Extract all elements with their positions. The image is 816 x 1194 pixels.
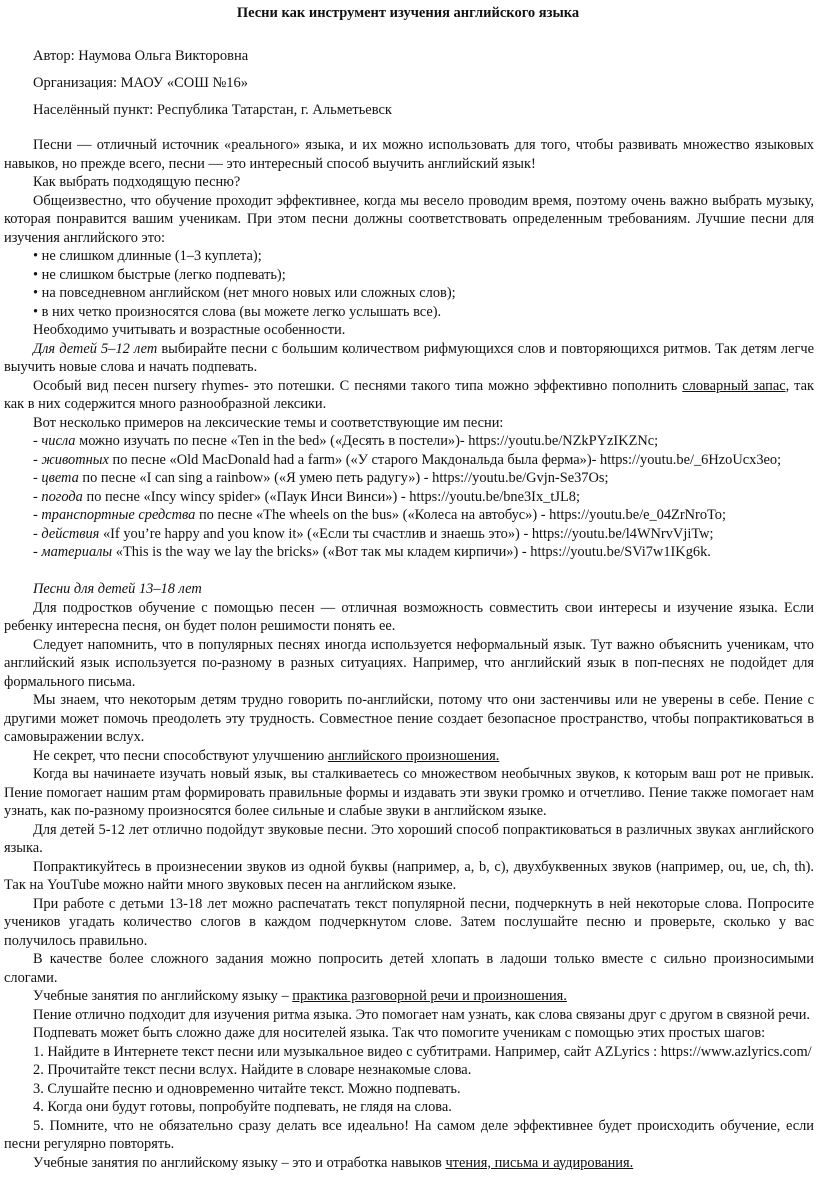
- pronunciation-text: Не секрет, что песни способствуют улучшению: [33, 747, 328, 764]
- example-item: [4, 432, 814, 451]
- example-item: [4, 543, 814, 562]
- skills-paragraph: [4, 1154, 814, 1173]
- kids-age-label: Для детей 5–12 лет: [33, 340, 158, 357]
- example-text: по песне «The wheels on the bus» («Колеса на автобус») - https://youtu.be/e_04ZrNroTo;: [195, 507, 727, 523]
- example-item: [4, 469, 814, 488]
- step-item: 3. Слушайте песню и одновременно читайте текст. Можно подпевать.: [33, 1080, 461, 1097]
- author-line: Автор: Наумова Ольга Викторовна: [33, 48, 249, 64]
- kids-paragraph: [4, 340, 814, 377]
- sounds-paragraph: Когда вы начинаете изучать новый язык, вы сталкиваетесь со множеством необычных звуков, к которым ваш рот не привык. Пение помогает нашим ртам формировать правильные формы и издавать эти звуки громко и отчетливо. Пение также помогает нам узнать, как по-разному произносятся более сильные и слабые звуки в английском языке.: [4, 766, 814, 819]
- example-topic: материалы: [41, 544, 113, 560]
- example-topic: транспортные средства: [41, 507, 196, 523]
- example-dash: -: [33, 507, 42, 523]
- nursery-text-end: так как в них содержится много разнообразной лексики.: [4, 377, 814, 412]
- intro-paragraph: Песни — отличный источник «реального» языка, и их можно использовать для того, чтобы развивать множество языковых навыков, но прежде всего, песни — это интересный способ выучить английский язык!: [4, 137, 814, 172]
- speaking-practice-text: Учебные занятия по английскому языку –: [33, 988, 293, 1004]
- step-item: 1. Найдите в Интернете текст песни или музыкальное видео с субтитрами. Например, сайт AZLyrics : https://www.azlyrics.com/: [33, 1043, 812, 1060]
- skills-link[interactable]: чтения, письма и аудирования.: [445, 1154, 634, 1171]
- syllables-paragraph: При работе с детьми 13-18 лет можно распечатать текст популярной песни, подчеркнуть в ней некоторые слова. Попросите учеников угадать количество слогов в каждом подчеркнутом слове. Затем послушайте песню и проверьте, сколько у вас получилось правильно.: [4, 895, 814, 949]
- bullet-item: • в них четко произносятся слова (вы можете легко услышать все).: [33, 303, 442, 320]
- example-text: по песне «Old MacDonald had a farm» («У старого Макдональда была ферма»)- https://youtu.be/_6HzoUcx3eo;: [108, 451, 782, 468]
- example-text: по песне «I can sing a rainbow» («Я умею петь радугу») - https://youtu.be/Gvjn-Se37Os;: [78, 470, 609, 486]
- pronunciation-paragraph: [4, 747, 814, 766]
- example-item: [4, 451, 814, 470]
- bullet-item: • на повседневном английском (нет много новых или сложных слов);: [33, 285, 456, 301]
- location-line: Населённый пункт: Республика Татарстан, г. Альметьевск: [33, 102, 392, 118]
- informal-language-paragraph: Следует напомнить, что в популярных песнях иногда используется неформальный язык. Тут важно объяснить ученикам, что английский язык используется по-разному в разных ситуациях. Например, что английский язык в поп-песнях не подойдет для формального письма.: [4, 636, 814, 690]
- pronunciation-link[interactable]: английского произношения.: [327, 747, 500, 764]
- example-item: [4, 488, 814, 507]
- practice-sounds-paragraph: Попрактикуйтесь в произнесении звуков из одной буквы (например, a, b, c), двухбуквенных звуков (например, ou, ue, ch, th). Так на YouTube можно найти много звуковых песен на английском языке.: [4, 858, 814, 893]
- kids-text: выбирайте песни с большим количеством рифмующихся слов и повторяющихся ритмов. Так детям легче выучить новые слова и начать подпевать.: [4, 340, 814, 375]
- example-topic: цвета: [41, 470, 79, 486]
- examples-intro: Вот несколько примеров на лексические темы и соответствующие им песни:: [33, 414, 504, 431]
- steps-intro: Подпевать может быть сложно даже для носителей языка. Так что помогите ученикам с помощью этих простых шагов:: [33, 1025, 766, 1041]
- example-text: можно изучать по песне «Ten in the bed» («Десять в постели»)- https://youtu.be/NZkPYzIKZNc;: [75, 433, 659, 449]
- example-item: [4, 506, 814, 525]
- age-note-paragraph: Необходимо учитывать и возрастные особенности.: [33, 322, 346, 338]
- teens-heading: Песни для детей 13–18 лет: [33, 581, 202, 597]
- organization-line: Организация: МАОУ «СОШ №16»: [33, 75, 249, 91]
- example-text: «This is the way we lay the bricks» («Вот так мы кладем кирпичи») - https://youtu.be/SVi7w1IKg6k.: [112, 544, 711, 560]
- speaking-practice-paragraph: [4, 987, 814, 1006]
- example-dash: -: [33, 470, 42, 486]
- step-item: 2. Прочитайте текст песни вслух. Найдите в словаре незнакомые слова.: [33, 1062, 472, 1078]
- example-dash: -: [33, 433, 42, 449]
- example-item: [4, 525, 814, 544]
- skills-text: Учебные занятия по английскому языку – это и отработка навыков: [33, 1154, 446, 1171]
- example-dash: -: [33, 544, 42, 560]
- speaking-practice-link[interactable]: практика разговорной речи и произношения.: [292, 988, 567, 1004]
- shyness-paragraph: Мы знаем, что некоторым детям трудно говорить по-английски, потому что они застенчивы или не уверены в себе. Пение с другими может помочь преодолеть эту трудность. Совместное пение создает безопасное пространство, чтобы попрактиковаться в самовыражении вслух.: [4, 692, 814, 745]
- document-body: [4, 136, 814, 1172]
- example-dash: -: [33, 451, 42, 468]
- vocabulary-link[interactable]: словарный запас,: [682, 377, 790, 394]
- bullet-item: • не слишком длинные (1–3 куплета);: [33, 248, 262, 264]
- nursery-text: Особый вид песен nursery rhymes- это потешки. С песнями такого типа можно эффективно пополнить: [33, 377, 683, 394]
- rhythm-paragraph: Пение отлично подходит для изучения ритма языка. Это помогает нам узнать, как слова связаны друг с другом в связной речи.: [33, 1006, 811, 1023]
- example-text: по песне «Incy wincy spider» («Паук Инси Винси») - https://youtu.be/bne3Ix_tJL8;: [82, 488, 580, 505]
- example-topic: погода: [41, 488, 83, 505]
- example-topic: числа: [41, 433, 76, 449]
- document-title: Песни как инструмент изучения английского языка: [236, 5, 580, 21]
- step-item: 4. Когда они будут готовы, попробуйте подпевать, не глядя на слова.: [33, 1099, 452, 1115]
- section-gap: [4, 562, 814, 581]
- example-dash: -: [33, 525, 42, 542]
- clapping-paragraph: В качестве более сложного задания можно попросить детей хлопать в ладоши только вместе с сильно произносимыми слогами.: [4, 951, 814, 986]
- nursery-paragraph: [4, 377, 814, 414]
- question-paragraph: Как выбрать подходящую песню?: [33, 174, 241, 190]
- teens-paragraph: Для подростков обучение с помощью песен — отличная возможность совместить свои интересы и изучение языка. Если ребенку интересна песня, он будет полон решимости понять ее.: [4, 599, 814, 634]
- example-text: «If you’re happy and you know it» («Если ты счастлив и знаешь это») - https://youtu.be/l4WNrvVjiTw;: [99, 525, 714, 542]
- general-paragraph: Общеизвестно, что обучение проходит эффективнее, когда мы весело проводим время, поэтому очень важно выбрать музыку, которая понравится вашим ученикам. При этом песни должны соответствовать определенным требованиям. Лучшие песни для изучения английского это:: [4, 192, 814, 246]
- sound-songs-paragraph: Для детей 5-12 лет отлично подойдут звуковые песни. Это хороший способ попрактиковаться в различных звуках английского языка.: [4, 821, 814, 856]
- example-topic: животных: [41, 451, 109, 468]
- bullet-item: • не слишком быстрые (легко подпевать);: [33, 266, 286, 283]
- step-item: 5. Помните, что не обязательно сразу делать все идеально! На самом деле эффективнее будет происходить обучение, если песни регулярно повторять.: [4, 1117, 814, 1152]
- example-topic: действия: [41, 525, 100, 542]
- example-dash: -: [33, 488, 42, 505]
